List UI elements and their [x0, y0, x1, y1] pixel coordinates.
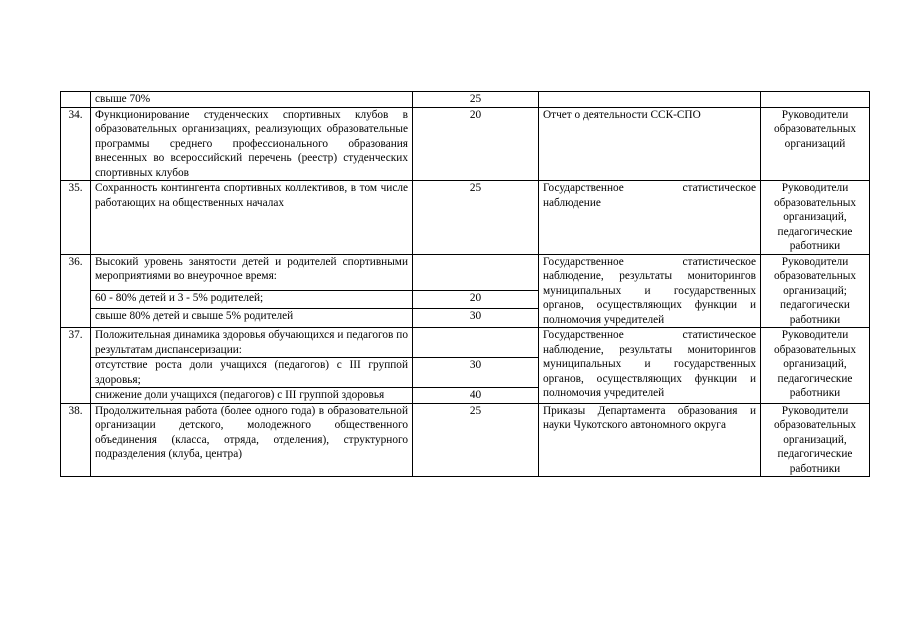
- table-row-continuation: [61, 92, 870, 108]
- responsible-cell: Руководители образовательных организаций, педагогические работники: [761, 403, 870, 477]
- row-number-cell: 35.: [61, 181, 91, 255]
- criterion-cell: снижение доли учащихся (педагогов) с III группой здоровья: [91, 388, 413, 404]
- score-cell: 20: [413, 290, 539, 309]
- score-cell: [413, 328, 539, 358]
- row-number-cell: 38.: [61, 403, 91, 477]
- criterion-cell: отсутствие роста доли учащихся (педагогов) с III группой здоровья;: [91, 358, 413, 388]
- source-cell: Отчет о деятельности ССК-СПО: [539, 107, 761, 181]
- responsible-cell: Руководители образовательных организаций, педагогические работники: [761, 181, 870, 255]
- responsible-cell: [761, 92, 870, 108]
- indicator-cell: Высокий уровень занятости детей и родителей спортивными мероприятиями во внеурочное время:: [91, 254, 413, 290]
- indicator-cell: Функционирование студенческих спортивных клубов в образовательных организациях, реализующих образовательные программы среднего профессионального образования внесенных во всероссийский перечень (реестр) студенческих спортивных клубов: [91, 107, 413, 181]
- responsible-cell: Руководители образовательных организаций; педагогически работники: [761, 254, 870, 328]
- row-number-cell: 34.: [61, 107, 91, 181]
- indicator-cell: Сохранность контингента спортивных коллективов, в том числе работающих на общественных началах: [91, 181, 413, 255]
- score-cell: 25: [413, 92, 539, 108]
- table-row-36: [61, 254, 870, 290]
- responsible-cell: Руководители образовательных организаций: [761, 107, 870, 181]
- score-cell: 30: [413, 309, 539, 328]
- indicator-cell: Продолжительная работа (более одного года) в образовательной организации детского, молодежного общественного объединения (класса, отряда, отделения), структурного подразделения (клуба, центра): [91, 403, 413, 477]
- source-cell: Государственное статистическое наблюдение, результаты мониторингов муниципальных и государственных органов, осуществляющих функции и полномочия учредителей: [539, 254, 761, 328]
- row-number-cell: 36.: [61, 254, 91, 328]
- source-cell: Государственное статистическое наблюдение, результаты мониторингов муниципальных и государственных органов, осуществляющих функции и полномочия учредителей: [539, 328, 761, 404]
- row-number-cell: [61, 92, 91, 108]
- criterion-cell: свыше 80% детей и свыше 5% родителей: [91, 309, 413, 328]
- source-cell: Государственное статистическое наблюдение: [539, 181, 761, 255]
- criteria-table: [60, 91, 870, 477]
- score-cell: 25: [413, 403, 539, 477]
- source-cell: [539, 92, 761, 108]
- responsible-cell: Руководители образовательных организаций, педагогические работники: [761, 328, 870, 404]
- score-cell: 20: [413, 107, 539, 181]
- score-cell: 30: [413, 358, 539, 388]
- indicator-cell: Положительная динамика здоровья обучающихся и педагогов по результатам диспансеризации:: [91, 328, 413, 358]
- table-row-35: [61, 181, 870, 255]
- table-row-37: [61, 328, 870, 358]
- criterion-cell: свыше 70%: [91, 92, 413, 108]
- score-cell: [413, 254, 539, 290]
- score-cell: 40: [413, 388, 539, 404]
- criterion-cell: 60 - 80% детей и 3 - 5% родителей;: [91, 290, 413, 309]
- row-number-cell: 37.: [61, 328, 91, 404]
- table-row-38: [61, 403, 870, 477]
- score-cell: 25: [413, 181, 539, 255]
- source-cell: Приказы Департамента образования и науки Чукотского автономного округа: [539, 403, 761, 477]
- table-row-34: [61, 107, 870, 181]
